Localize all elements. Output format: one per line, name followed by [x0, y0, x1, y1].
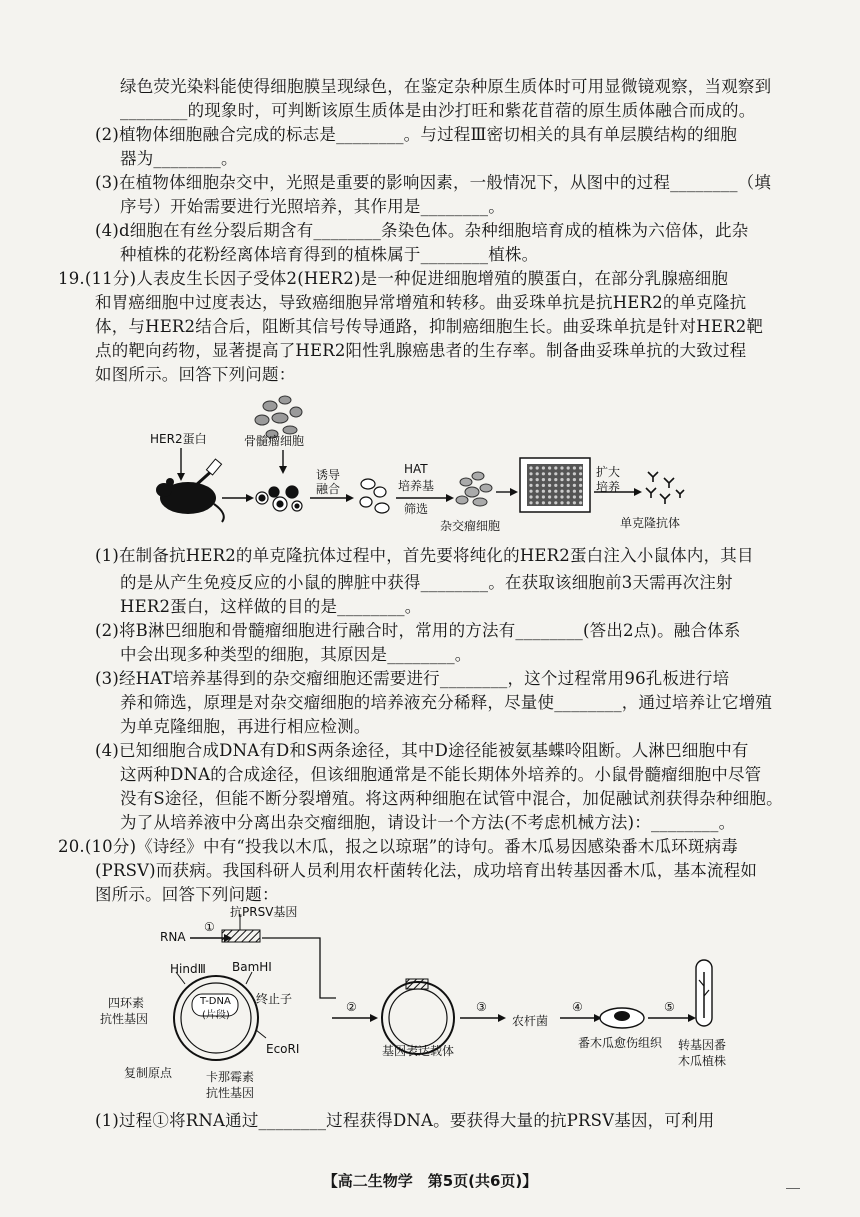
- text-line: 中会出现多种类型的细胞，其原因是________。: [120, 645, 472, 664]
- plate-well: [554, 478, 557, 481]
- plate-well: [554, 495, 557, 498]
- plate-well: [573, 501, 576, 504]
- label-tdna: T-DNA: [200, 996, 231, 1007]
- label-kan-gene: 抗性基因: [206, 1086, 255, 1100]
- label-papaya-plant: 木瓜植株: [678, 1054, 727, 1068]
- text-line: 种植株的花粉经离体培育得到的植株属于________植株。: [120, 245, 539, 264]
- label-prsv-gene: 抗PRSV基因: [230, 905, 298, 919]
- plate-well: [579, 484, 582, 487]
- plate-well: [529, 484, 532, 487]
- plate-well: [567, 495, 570, 498]
- plate-well: [536, 490, 539, 493]
- text-line: ________的现象时，可判断该原生质体是由沙打旺和紫花苜蓿的原生质体融合而成的。: [120, 101, 756, 120]
- question-19-line: 19.(11分)人表皮生长因子受体2(HER2)是一种促进细胞增殖的膜蛋白，在部分乳腺癌细胞: [58, 269, 729, 288]
- text-line: (1)在制备抗HER2的单克隆抗体过程中，首先要将纯化的HER2蛋白注入小鼠体内，其目: [95, 546, 754, 565]
- text-line: 图所示。回答下列问题：: [95, 885, 279, 904]
- label-her2: HER2蛋白: [150, 432, 207, 446]
- page-footer: 【高二生物学 第5页(共6页)】: [322, 1172, 538, 1190]
- plate-well: [567, 501, 570, 504]
- plate-well: [554, 466, 557, 469]
- text-line: 养和筛选，原理是对杂交瘤细胞的培养液充分稀释，尽量使________，通过培养让它增殖: [120, 693, 773, 712]
- label-callus: 番木瓜愈伤组织: [578, 1036, 663, 1050]
- plate-well: [579, 495, 582, 498]
- plate-well: [554, 472, 557, 475]
- plate-well: [579, 466, 582, 469]
- plate-well: [542, 490, 545, 493]
- plate-well: [573, 478, 576, 481]
- text-line: HER2蛋白，这样做的目的是________。: [120, 597, 422, 616]
- label-induce: 诱导: [316, 468, 341, 482]
- divider: [786, 1188, 800, 1189]
- label-hat: HAT: [404, 462, 428, 476]
- plate-well: [529, 466, 532, 469]
- plate-well: [560, 478, 563, 481]
- text-line: 序号）开始需要进行光照培养，其作用是________。: [120, 197, 505, 216]
- plate-well: [536, 495, 539, 498]
- plate-well: [548, 490, 551, 493]
- text-line: 为单克隆细胞，再进行相应检测。: [120, 717, 371, 736]
- plate-well: [567, 472, 570, 475]
- plate-well: [560, 466, 563, 469]
- label-step-3: ③: [476, 1000, 487, 1014]
- plate-well: [542, 472, 545, 475]
- label-step-2: ②: [346, 1000, 357, 1014]
- plate-well: [529, 478, 532, 481]
- label-transgenic: 转基因番: [678, 1038, 727, 1052]
- plate-well: [579, 472, 582, 475]
- text-line: 这两种DNA的合成途径，但该细胞通常是不能长期体外培养的。小鼠骨髓瘤细胞中尽管: [120, 765, 762, 784]
- label-mab: 单克隆抗体: [620, 516, 681, 530]
- label-tetracycline: 四环素: [108, 996, 145, 1010]
- plate-well: [548, 501, 551, 504]
- label-fusion: 融合: [316, 482, 341, 496]
- text-line: (1)过程①将RNA通过________过程获得DNA。要获得大量的抗PRSV基因，可利用: [95, 1111, 715, 1130]
- label-hat-medium: 培养基: [398, 479, 435, 493]
- text-line: (4)d细胞在有丝分裂后期含有________条染色体。杂种细胞培育成的植株为六倍体，此杂: [95, 221, 749, 240]
- plate-well: [536, 478, 539, 481]
- label-bam: BamHⅠ: [232, 960, 272, 974]
- text-line: 的是从产生免疫反应的小鼠的脾脏中获得________。在获取该细胞前3天需再次注射: [120, 573, 733, 592]
- plate-well: [573, 472, 576, 475]
- plate-well: [579, 490, 582, 493]
- plate-well: [548, 478, 551, 481]
- plate-well: [536, 466, 539, 469]
- plate-well: [554, 484, 557, 487]
- plate-well: [579, 478, 582, 481]
- text-line: 和胃癌细胞中过度表达，导致癌细胞异常增殖和转移。曲妥珠单抗是抗HER2的单克隆抗: [95, 293, 747, 312]
- text-line: (4)已知细胞合成DNA有D和S两条途径，其中D途径能被氨基蝶呤阻断。人淋巴细胞中有: [95, 741, 749, 760]
- label-screen: 筛选: [404, 502, 429, 516]
- plate-well: [529, 495, 532, 498]
- plate-well: [542, 466, 545, 469]
- plate-well: [560, 484, 563, 487]
- plate-well: [536, 501, 539, 504]
- plate-well: [554, 490, 557, 493]
- text-line: (3)经HAT培养基得到的杂交瘤细胞还需要进行________，这个过程常用96孔板进行培: [95, 669, 730, 688]
- label-eco: EcoRⅠ: [266, 1042, 300, 1056]
- well-plate-icon: [520, 458, 590, 512]
- plate-well: [567, 490, 570, 493]
- plate-well: [548, 466, 551, 469]
- plate-well: [560, 495, 563, 498]
- text-line: 器为________。: [120, 149, 238, 168]
- text-line: 没有S途径，但能不断分裂增殖。将这两种细胞在试管中混合，加促融试剂获得杂种细胞。: [120, 789, 783, 808]
- text-line: (3)在植物体细胞杂交中，光照是重要的影响因素，一般情况下，从图中的过程________（填: [95, 173, 772, 192]
- plate-well: [529, 501, 532, 504]
- plate-well: [536, 484, 539, 487]
- plate-well: [548, 495, 551, 498]
- label-ori: 复制原点: [124, 1066, 173, 1080]
- label-terminator: 终止子: [256, 992, 293, 1006]
- plate-well: [536, 472, 539, 475]
- label-tdna-fragment: (片段): [202, 1010, 230, 1021]
- plate-well: [548, 472, 551, 475]
- plate-well: [573, 490, 576, 493]
- label-step-4: ④: [572, 1000, 583, 1014]
- antibody-icon: [646, 472, 684, 504]
- label-hind: HindⅢ: [170, 962, 206, 976]
- label-rna: RNA: [160, 930, 186, 944]
- label-myeloma: 骨髓瘤细胞: [244, 434, 305, 448]
- plate-well: [567, 466, 570, 469]
- text-line: (2)将B淋巴细胞和骨髓瘤细胞进行融合时，常用的方法有________(答出2点)。融合体系: [95, 621, 741, 640]
- text-line: 如图所示。回答下列问题：: [95, 365, 296, 384]
- text-line: 体，与HER2结合后，阻断其信号传导通路，抑制癌细胞生长。曲妥珠单抗是针对HER2靶: [95, 317, 764, 336]
- label-step-1: ①: [204, 920, 215, 934]
- plate-well: [560, 501, 563, 504]
- text-line: 绿色荧光染料能使得细胞膜呈现绿色，在鉴定杂种原生质体时可用显微镜观察，当观察到: [120, 77, 772, 96]
- plate-well: [560, 490, 563, 493]
- label-vector: 基因表达载体: [382, 1044, 455, 1058]
- label-agrobacterium: 农杆菌: [512, 1014, 549, 1028]
- plate-well: [567, 478, 570, 481]
- label-culture: 培养: [596, 480, 621, 494]
- plate-well: [542, 484, 545, 487]
- plate-well: [542, 478, 545, 481]
- plate-well: [542, 495, 545, 498]
- label-hybridoma: 杂交瘤细胞: [440, 519, 501, 533]
- text-line: 点的靶向药物，显著提高了HER2阳性乳腺癌患者的生存率。制备曲妥珠单抗的大致过程: [95, 341, 747, 360]
- plate-well: [529, 490, 532, 493]
- mouse-icon: [156, 459, 224, 522]
- plate-well: [567, 484, 570, 487]
- plate-well: [573, 495, 576, 498]
- question-20-line: 20.(10分)《诗经》中有“投我以木瓜，报之以琼琚”的诗句。番木瓜易因感染番木瓜环斑病毒: [58, 837, 738, 856]
- plate-well: [573, 484, 576, 487]
- label-kanamycin: 卡那霉素: [206, 1070, 255, 1084]
- text-line: 为了从培养液中分离出杂交瘤细胞，请设计一个方法(不考虑机械方法)：________。: [120, 813, 736, 832]
- plate-well: [573, 466, 576, 469]
- text-line: (PRSV)而获病。我国科研人员利用农杆菌转化法，成功培育出转基因番木瓜，基本流程如: [95, 861, 758, 880]
- plate-well: [560, 472, 563, 475]
- label-expand: 扩大: [596, 465, 621, 479]
- plate-well: [529, 472, 532, 475]
- plate-well: [554, 501, 557, 504]
- text-line: (2)植物体细胞融合完成的标志是________。与过程Ⅲ密切相关的具有单层膜结构的细胞: [95, 125, 738, 144]
- plate-well: [579, 501, 582, 504]
- plate-well: [548, 484, 551, 487]
- plate-well: [542, 501, 545, 504]
- figure-mab-drawing: [0, 380, 860, 540]
- label-step-5: ⑤: [664, 1000, 675, 1014]
- label-tet-gene: 抗性基因: [100, 1012, 149, 1026]
